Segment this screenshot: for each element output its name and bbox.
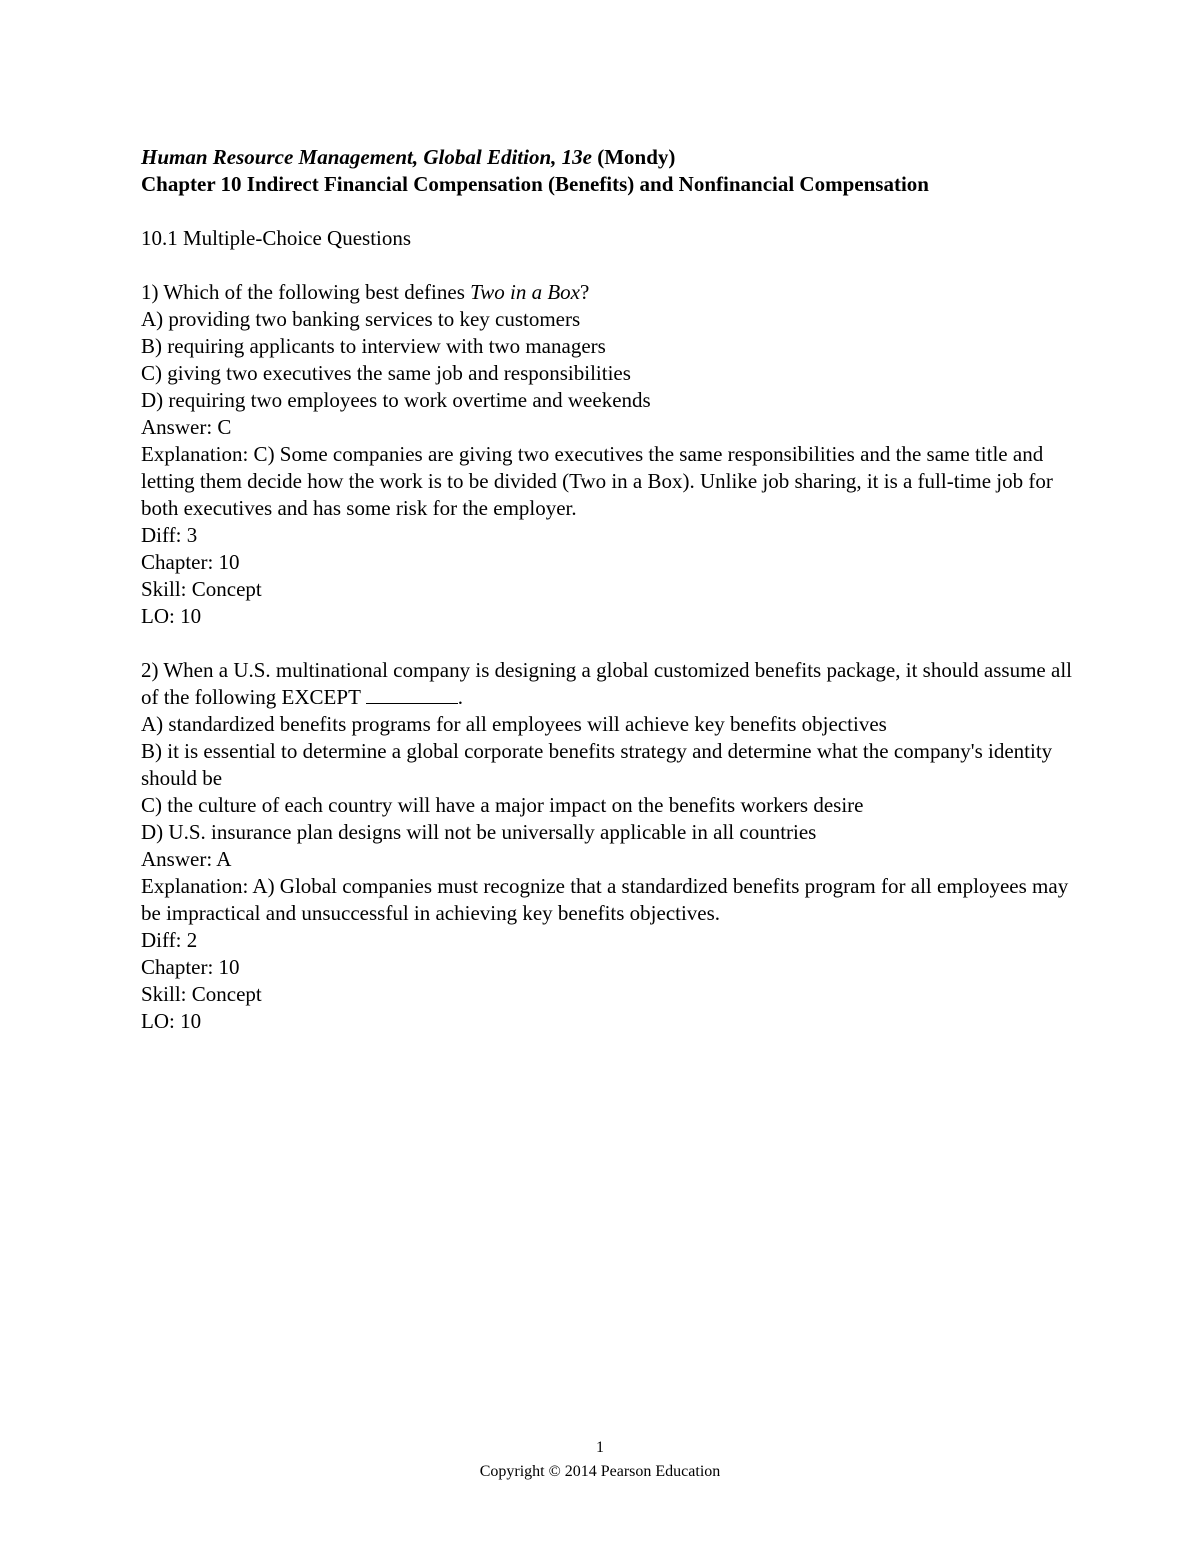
skill: Skill: Concept bbox=[141, 982, 262, 1006]
option-a: A) providing two banking services to key customers bbox=[141, 307, 581, 331]
option-c: C) giving two executives the same job and responsibilities bbox=[141, 361, 631, 385]
stem-text: 1) Which of the following best defines bbox=[141, 280, 471, 304]
option-b: B) it is essential to determine a global corporate benefits strategy and determine what the company's identity should be bbox=[141, 739, 1053, 790]
learning-objective: LO: 10 bbox=[141, 604, 202, 628]
page-number: 1 bbox=[596, 1439, 604, 1456]
answer-blank bbox=[366, 685, 458, 704]
book-title: Human Resource Management, Global Edition, 13e bbox=[141, 145, 592, 169]
stem-term: Two in a Box bbox=[470, 280, 580, 304]
difficulty: Diff: 3 bbox=[141, 523, 198, 547]
explanation: Explanation: A) Global companies must recognize that a standardized benefits program for all employees may be impractical and unsuccessful in achieving key benefits objectives. bbox=[141, 874, 1069, 925]
question-1 bbox=[141, 279, 1081, 630]
stem-end: ? bbox=[580, 280, 590, 304]
option-b: B) requiring applicants to interview with two managers bbox=[141, 334, 606, 358]
option-d: D) requiring two employees to work overtime and weekends bbox=[141, 388, 651, 412]
book-author: (Mondy) bbox=[591, 145, 676, 169]
book-title-line bbox=[141, 144, 1081, 171]
spacer bbox=[141, 252, 1081, 279]
stem-text: 2) When a U.S. multinational company is designing a global customized benefits package, it should assume all of the following EXCEPT bbox=[141, 658, 1072, 709]
stem-end: . bbox=[457, 685, 464, 709]
chapter-ref: Chapter: 10 bbox=[141, 955, 240, 979]
section-title: 10.1 Multiple-Choice Questions bbox=[141, 226, 412, 250]
skill: Skill: Concept bbox=[141, 577, 262, 601]
learning-objective: LO: 10 bbox=[141, 1009, 202, 1033]
question-2 bbox=[141, 657, 1081, 1035]
page-content bbox=[141, 144, 1081, 1035]
copyright-notice: Copyright © 2014 Pearson Education bbox=[479, 1463, 721, 1480]
question-stem bbox=[141, 657, 1081, 711]
spacer bbox=[141, 630, 1081, 657]
option-d: D) U.S. insurance plan designs will not be universally applicable in all countries bbox=[141, 820, 817, 844]
chapter-ref: Chapter: 10 bbox=[141, 550, 240, 574]
option-a: A) standardized benefits programs for all employees will achieve key benefits objectives bbox=[141, 712, 887, 736]
answer: Answer: A bbox=[141, 847, 232, 871]
explanation: Explanation: C) Some companies are giving two executives the same responsibilities and the same title and letting them decide how the work is to be divided (Two in a Box). Unlike job sharing, it is a full-time job for both executives and has some risk for the employer. bbox=[141, 442, 1053, 520]
question-stem bbox=[141, 279, 1081, 306]
chapter-title: Chapter 10 Indirect Financial Compensation (Benefits) and Nonfinancial Compensation bbox=[141, 172, 929, 196]
difficulty: Diff: 2 bbox=[141, 928, 198, 952]
option-c: C) the culture of each country will have a major impact on the benefits workers desire bbox=[141, 793, 864, 817]
spacer bbox=[141, 198, 1081, 225]
answer: Answer: C bbox=[141, 415, 232, 439]
